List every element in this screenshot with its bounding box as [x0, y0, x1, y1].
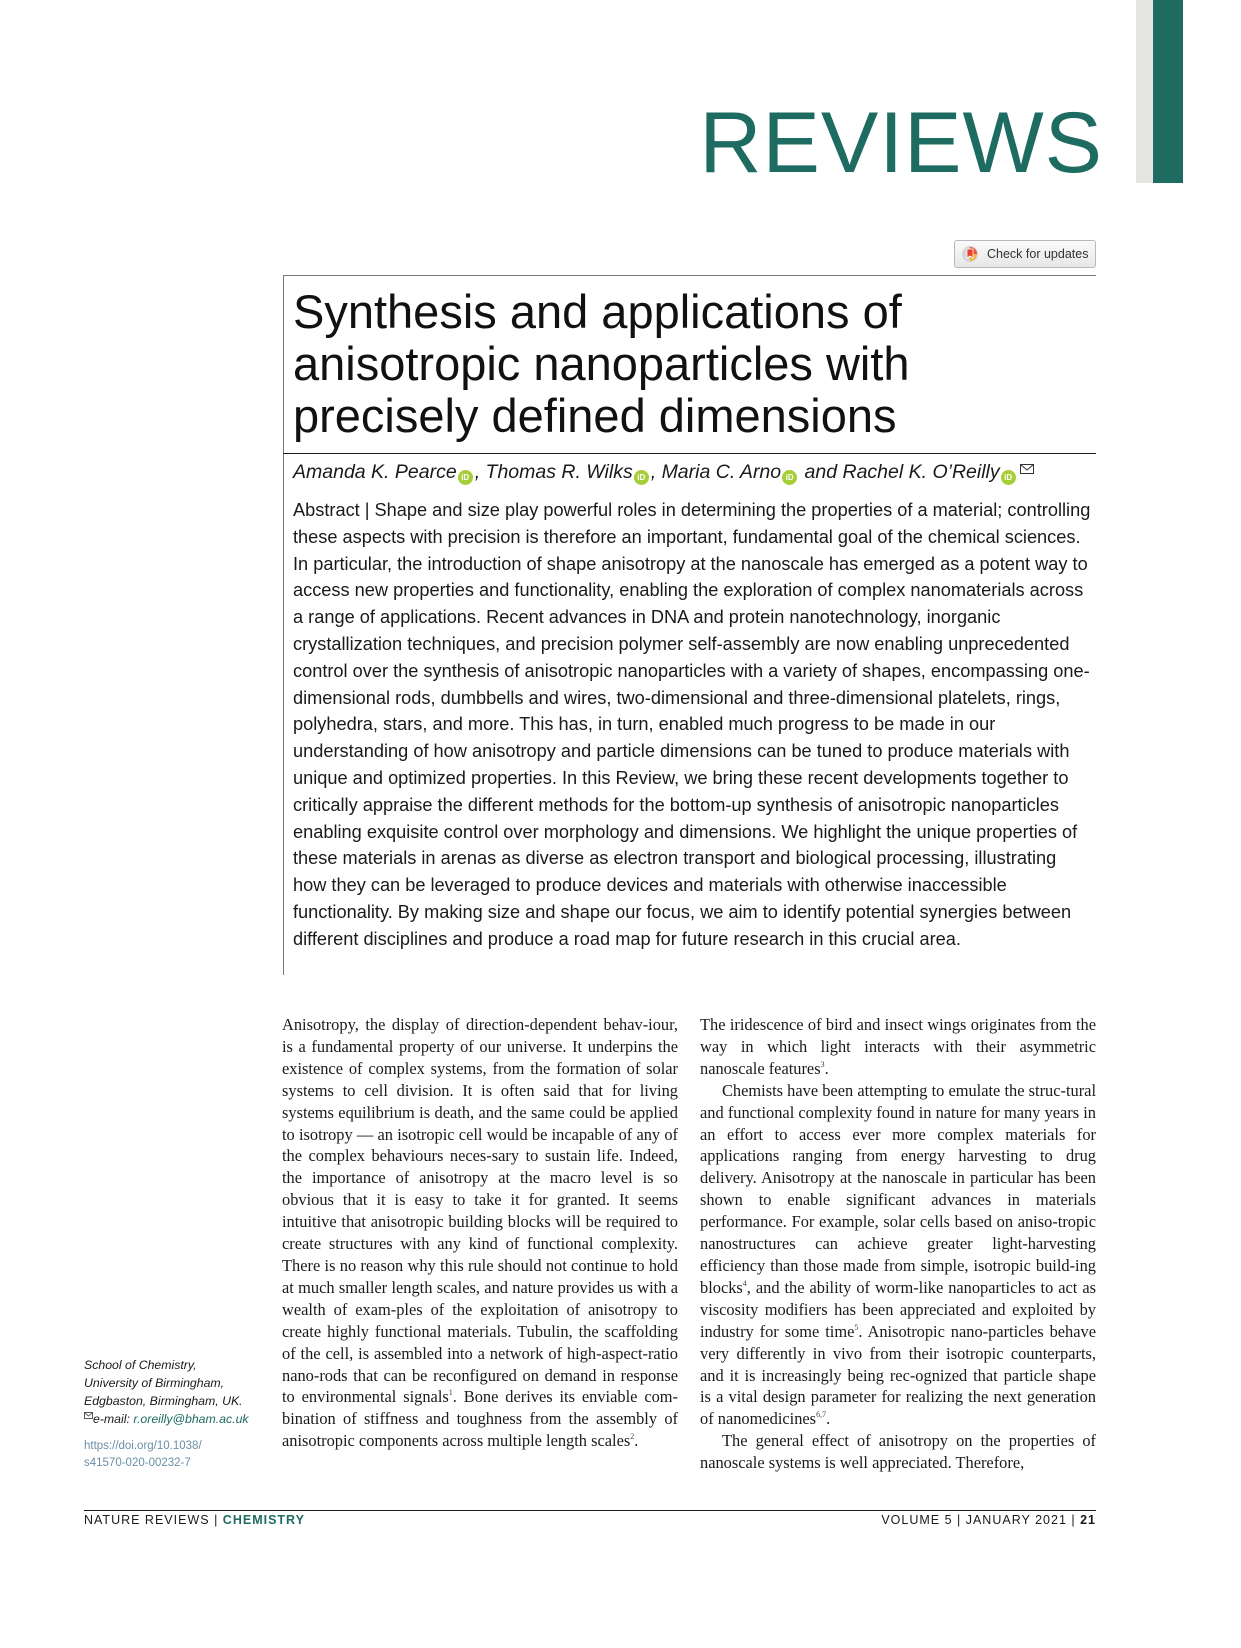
body-paragraph	[700, 1014, 1096, 1080]
author-separator: ,	[650, 461, 662, 483]
body-text: The iridescence of bird and insect wings originates from the way in which light interacts with their asymmetric nanoscale features	[700, 1015, 1096, 1078]
envelope-icon[interactable]	[1020, 464, 1034, 474]
reference-link[interactable]: 4	[742, 1278, 747, 1288]
affiliation-line: Edgbaston, Birmingham, UK.	[84, 1394, 243, 1408]
orcid-icon[interactable]: iD	[634, 470, 649, 485]
author-separator: ,	[474, 461, 486, 483]
body-paragraph	[700, 1430, 1096, 1474]
author-list	[293, 461, 1093, 485]
footer-journal	[84, 1513, 305, 1527]
body-text: , and the ability of worm-like nanoparticles to act as viscosity modifiers has been appreciated and exploited by industry for some time	[700, 1277, 1096, 1341]
doi-line: https://doi.org/10.1038/	[84, 1440, 202, 1452]
body-text: The general effect of anisotropy on the properties of nanoscale systems is well appreciated. Therefore,	[700, 1431, 1096, 1473]
body-paragraph	[282, 1014, 678, 1452]
title-line: Synthesis and applications of	[293, 285, 902, 338]
affiliation-line: School of Chemistry,	[84, 1358, 197, 1372]
title-line: precisely defined dimensions	[293, 389, 897, 442]
title-frame-top	[283, 275, 1096, 276]
check-updates-label: Check for updates	[987, 247, 1089, 261]
title-line: anisotropic nanoparticles with	[293, 337, 910, 390]
author-name: Rachel K. O’Reilly	[842, 461, 1000, 483]
article-title	[293, 286, 1083, 442]
check-for-updates-button[interactable]	[954, 240, 1096, 268]
body-text: Anisotropy, the display of direction-dependent behav-iour, is a fundamental property of our universe. It underpins the existence of complex systems, from the formation of solar systems to cell division. It is often said that for living systems equilibrium is death, and the same could be applied to isotropy — an isotropic cell would be incapable of any of the complex behaviours neces-sary to sustain life. Indeed, the importance of anisotropy at the macro level is so obvious that it is easy to take it for granted. It seems intuitive that anisotropic building blocks will be required to create structures with any kind of functional complexity. There is no reason why this rule should not continue to hold at much smaller length scales, and nature provides us with a wealth of exam-ples of the exploitation of anisotropy to create highly functional materials. Tubulin, the scaffolding of the cell, is assembled into a network of high-aspect-ratio nano-rods that can be reconfigured on demand in response to environmental signals	[282, 1015, 678, 1407]
section-label: REVIEWS	[699, 95, 1103, 191]
author-name: Maria C. Arno	[661, 461, 782, 483]
email-link[interactable]: r.oreilly@bham.ac.uk	[133, 1412, 249, 1426]
body-text: . Bone derives its enviable com-bination of stiffness and toughness from the assembly of anisotropic components across multiple length scales	[282, 1387, 678, 1451]
reference-link[interactable]: 3	[820, 1059, 825, 1069]
reference-link[interactable]: 5	[854, 1322, 859, 1332]
title-frame-left	[283, 275, 284, 975]
footer-issue	[881, 1513, 1096, 1527]
reference-link[interactable]: 1	[448, 1388, 453, 1398]
journal-name: NATURE REVIEWS	[84, 1513, 210, 1527]
body-column-left	[282, 1014, 678, 1452]
footer-separator: |	[209, 1513, 223, 1527]
accent-bar	[1153, 0, 1183, 183]
author-name: Amanda K. Pearce	[293, 461, 457, 483]
author-affiliation	[84, 1356, 274, 1428]
body-column-right	[700, 1014, 1096, 1474]
body-text: .	[826, 1409, 831, 1429]
journal-subtitle: CHEMISTRY	[222, 1513, 305, 1527]
check-updates-icon	[961, 245, 979, 263]
body-text: Chemists have been attempting to emulate the struc-tural and functional complexity found in nature for many years in an effort to access ever more complex materials for applications ranging from energy harvesting to drug delivery. Anisotropy at the nanoscale in particular has been shown to enable significant advances in materials performance. For example, solar cells based on aniso-tropic nanostructures can achieve greater light-harvesting efficiency than those made from simple, isotropic build-ing blocks	[700, 1080, 1096, 1297]
doi-link[interactable]	[84, 1438, 274, 1472]
reference-link[interactable]: 6,7	[816, 1410, 827, 1420]
title-rule	[283, 453, 1096, 454]
email-label: e-mail:	[93, 1412, 134, 1426]
body-text: .	[634, 1431, 639, 1451]
author-name: Thomas R. Wilks	[485, 461, 633, 483]
author-separator: and	[799, 461, 843, 483]
body-text: .	[824, 1058, 829, 1078]
orcid-icon[interactable]: iD	[458, 470, 473, 485]
page-number: 21	[1080, 1513, 1096, 1527]
affiliation-line: University of Birmingham,	[84, 1376, 225, 1390]
body-text: . Anisotropic nano-particles behave very differently in vivo from their isotropic counterparts, and it is increasingly being rec-ognized that particle shape is a vital design parameter for realizing the next generation of nanomedicines	[700, 1321, 1096, 1429]
orcid-icon[interactable]: iD	[782, 470, 797, 485]
doi-line: s41570-020-00232-7	[84, 1457, 191, 1469]
reference-link[interactable]: 2	[630, 1432, 635, 1442]
orcid-icon[interactable]: iD	[1001, 470, 1016, 485]
volume-issue: VOLUME 5 | JANUARY 2021 |	[881, 1513, 1081, 1527]
body-paragraph	[700, 1080, 1096, 1431]
footer-rule	[84, 1510, 1096, 1511]
envelope-icon	[84, 1412, 93, 1419]
abstract: Abstract | Shape and size play powerful roles in determining the properties of a material; controlling these aspects with precision is therefore an important, fundamental goal of the chemical sciences. In particular, the introduction of shape anisotropy at the nanoscale has emerged as a potent way to access new properties and functionality, enabling the exploration of complex nanomaterials across a range of applications. Recent advances in DNA and protein nanotechnology, inorganic crystallization techniques, and precision polymer self-assembly are now enabling unprecedented control over the synthesis of anisotropic nanoparticles with a variety of shapes, encompassing one-dimensional rods, dumbbells and wires, two-dimensional and three-dimensional platelets, rings, polyhedra, stars, and more. This has, in turn, enabled much progress to be made in our understanding of how anisotropy and particle dimensions can be tuned to produce materials with unique and optimized properties. In this Review, we bring these recent developments together to critically appraise the different methods for the bottom-up synthesis of anisotropic nanoparticles enabling exquisite control over morphology and dimensions. We highlight the unique properties of these materials in arenas as diverse as electron transport and biological processing, illustrating how they can be leveraged to produce devices and materials with otherwise inaccessible functionality. By making size and shape our focus, we aim to identify potential synergies between different disciplines and produce a road map for future research in this crucial area.	[293, 500, 1091, 949]
